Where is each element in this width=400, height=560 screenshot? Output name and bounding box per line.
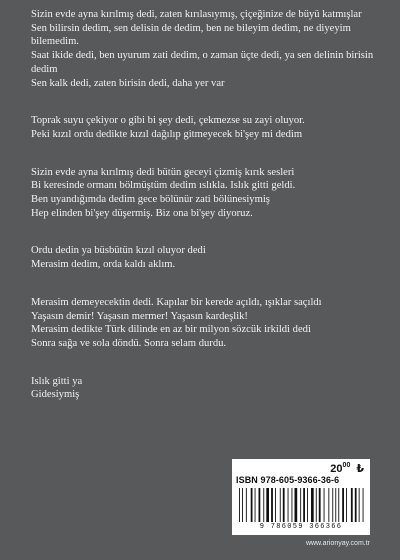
poem-line: Merasim demeyecektin dedi. Kapılar bir kerede açıldı, ışıklar saçıldı	[31, 296, 322, 308]
barcode-bar	[266, 488, 269, 522]
poem-line: Gidesiymiş	[31, 389, 80, 401]
barcode-bar	[335, 488, 336, 522]
barcode-bar	[283, 488, 285, 522]
lira-icon: ₺	[356, 463, 364, 475]
stanza-1	[31, 8, 376, 90]
stanza-4	[31, 244, 376, 271]
barcode-bar	[303, 488, 305, 522]
poem-line: Sen bilirsin dedim, sen delisin de dedim, ben ne bileyim dedim, ne diyeyim bilemedim.	[31, 22, 351, 48]
poem-line: Peki kızıl ordu dedikte kızıl dağılıp gitmeyecek bi'şey mi dedim	[31, 128, 303, 140]
publisher-website: www.arionyay.com.tr	[305, 540, 370, 547]
barcode-bar	[359, 488, 360, 522]
stanza-3	[31, 166, 376, 221]
barcode	[235, 488, 367, 526]
barcode-bar	[251, 488, 253, 522]
poem-line: Sizin evde ayna kırılmış dedi bütün geceyi çizmiş kırık sesleri	[31, 166, 295, 178]
barcode-bar	[246, 488, 247, 522]
stanza-5	[31, 296, 376, 351]
barcode-bar	[328, 488, 329, 522]
barcode-bar	[300, 488, 301, 522]
barcode-bar	[292, 488, 293, 522]
barcode-bar	[307, 488, 308, 522]
barcode-bar	[259, 488, 261, 522]
stanza-2	[31, 114, 376, 141]
poem	[31, 8, 376, 414]
stanza-6	[31, 375, 376, 402]
isbn-label: ISBN 978-605-9366-36-6	[236, 475, 340, 485]
poem-line: Ben uyandığımda dedim gece bölünür zati bölünesiymiş	[31, 194, 270, 206]
barcode-bar	[242, 488, 243, 522]
poem-line: Ordu dedin ya büsbütün kızıl oluyor dedi	[31, 245, 206, 257]
barcode-bar	[351, 488, 353, 522]
barcode-bar	[288, 488, 289, 522]
barcode-panel	[232, 459, 370, 535]
barcode-bar	[263, 488, 264, 522]
poem-line: Saat ikide dedi, ben uyurum zati dedim, o zaman üçte dedi, ya sen delinin birisin dedim	[31, 50, 374, 75]
poem-line: Bi keresinde ormanı bölmüştüm dedim ıslıkla. Islık gitti geldi.	[31, 180, 296, 192]
barcode-bar	[280, 488, 281, 522]
poem-line: Islık gitti ya	[31, 375, 83, 387]
barcode-bar	[324, 488, 325, 522]
barcode-bar	[271, 488, 273, 522]
barcode-bar	[319, 488, 321, 522]
barcode-bar	[311, 488, 314, 522]
poem-line: Sen kalk dedi, zaten birisin dedi, daha yer var	[31, 77, 225, 89]
price-decimal: 00	[342, 462, 351, 469]
price-label	[330, 462, 364, 475]
poem-line: Merasim dedikte Türk dilinde en az bir milyon sözcük irkildi dedi	[31, 324, 311, 336]
barcode-bar	[346, 488, 347, 522]
poem-line: Toprak suyu çekiyor o gibi bi şey dedi, çekmezse su zayi oluyor.	[31, 115, 305, 127]
poem-line: Sonra sağa ve sola döndü. Sonra selam durdu.	[31, 337, 227, 349]
barcode-bar	[355, 488, 357, 522]
barcode-bar	[363, 488, 364, 522]
barcode-bar	[338, 488, 339, 522]
poem-line: Yaşasın demir! Yaşasın mermer! Yaşasın kardeşlik!	[31, 310, 248, 322]
barcode-bar	[332, 488, 333, 522]
barcode-bar	[316, 488, 317, 522]
poem-line: Merasim dedim, orda kaldı aklım.	[31, 259, 176, 271]
barcode-digits: 9 786059 366366	[259, 523, 343, 531]
barcode-bar	[239, 488, 240, 522]
poem-line: Hep elinden bi'şey düşermiş. Biz ona bi'şey diyoruz.	[31, 207, 253, 219]
price-whole: 20	[330, 463, 343, 475]
poem-line: Sizin evde ayna kırılmış dedi, zaten kırılasıymış, çiçeğinize de büyü katmışlar	[31, 9, 362, 20]
barcode-bar	[342, 488, 344, 522]
barcode-bar	[275, 488, 276, 522]
barcode-bar	[295, 488, 298, 522]
barcode-bar	[255, 488, 256, 522]
